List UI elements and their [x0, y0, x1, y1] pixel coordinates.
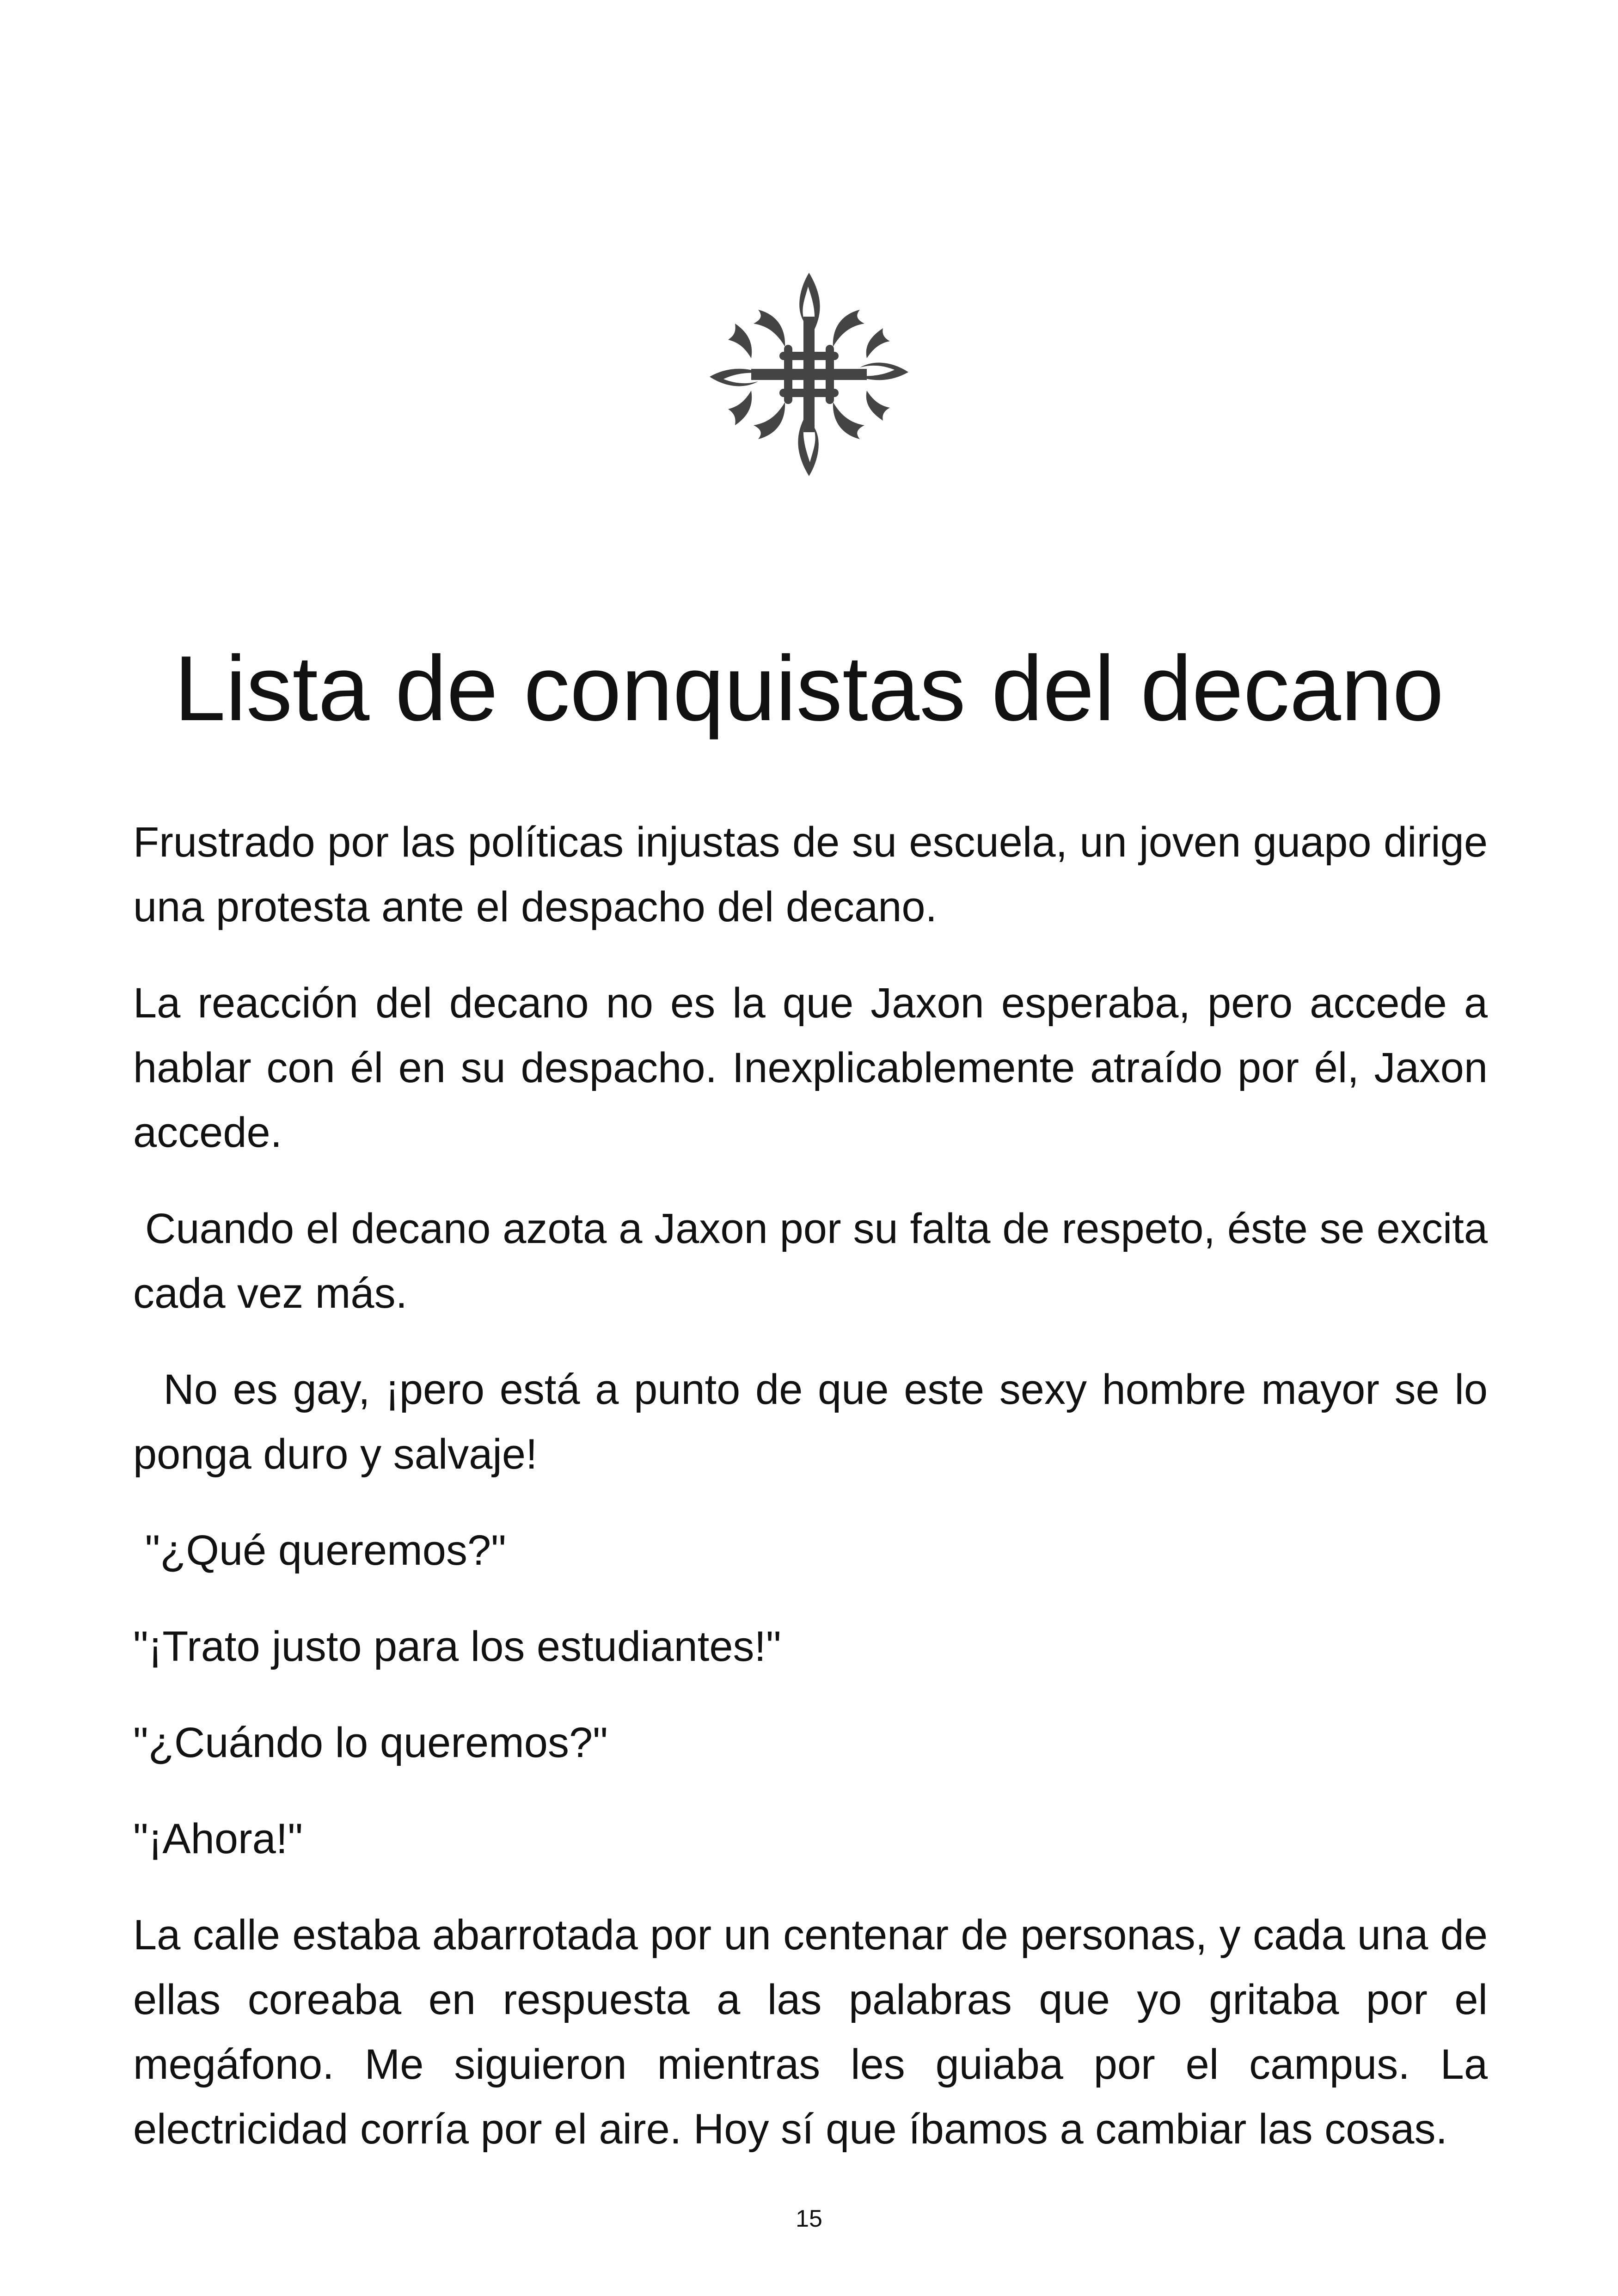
synopsis-paragraph: Frustrado por las políticas injustas de su escuela, un joven guapo dirige una protesta ante el despacho del decano.	[133, 819, 1488, 931]
page-number: 15	[796, 2205, 822, 2232]
chapter-title: Lista de conquistas del decano	[174, 637, 1444, 740]
narrative-paragraph: La calle estaba abarrotada por un centenar de personas, y cada una de ellas coreaba en respuesta a las palabras que yo gritaba por el megáfono. Me siguieron mientras les guiaba por el campus. La electricidad corría por el aire. Hoy sí que íbamos a cambiar las cosas.	[133, 1911, 1488, 2153]
synopsis-paragraph: No es gay, ¡pero está a punto de que este sexy hombre mayor se lo ponga duro y salvaje!	[133, 1366, 1500, 1478]
dialogue-line: "¿Qué queremos?"	[133, 1527, 506, 1574]
dialogue-line: "¡Trato justo para los estudiantes!"	[133, 1623, 781, 1670]
chapter-body	[133, 810, 1500, 2161]
dialogue-line: "¿Cuándo lo queremos?"	[133, 1719, 608, 1766]
dialogue-line: "¡Ahora!"	[133, 1815, 303, 1862]
synopsis-paragraph: Cuando el decano azota a Jaxon por su falta de respeto, éste se excita cada vez más.	[133, 1205, 1500, 1317]
celtic-cross-ornament-icon	[707, 268, 911, 481]
synopsis-paragraph: La reacción del decano no es la que Jaxon esperaba, pero accede a hablar con él en su despacho. Inexplicablemente atraído por él, Jaxon accede.	[133, 980, 1488, 1156]
